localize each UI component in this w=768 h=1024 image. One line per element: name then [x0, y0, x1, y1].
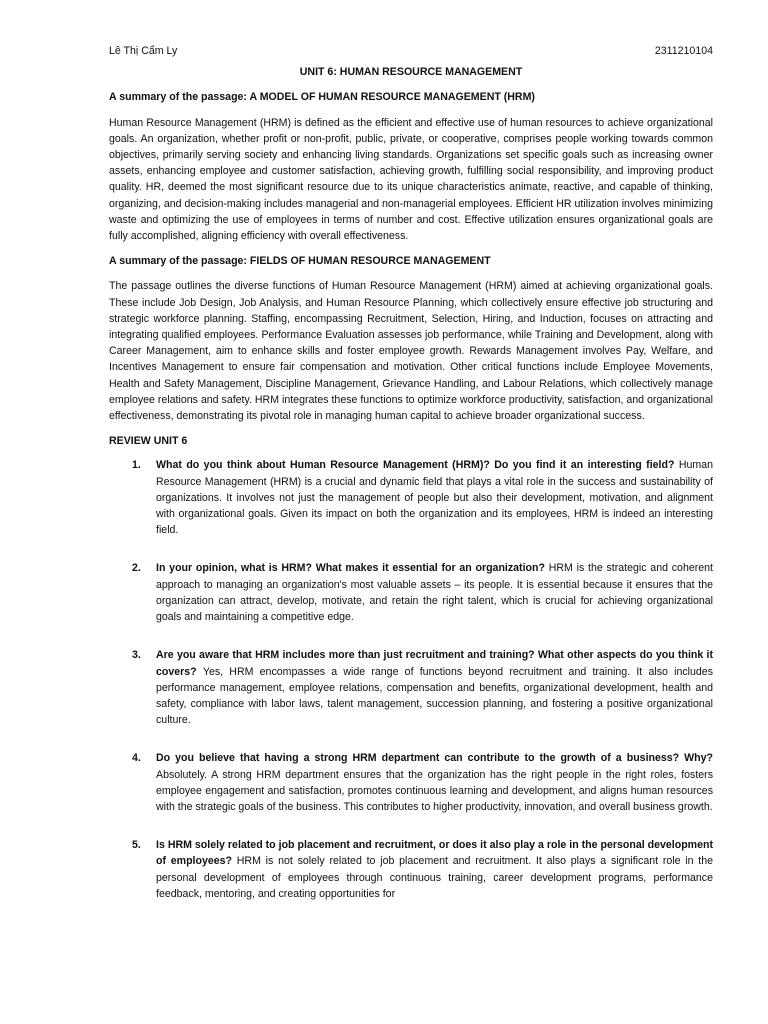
question-text: What do you think about Human Resource Management (HRM)? Do you find it an interesting field?	[156, 459, 679, 472]
question-text: Are you aware that HRM includes more than just recruitment and training? What other aspects do you think it covers?	[156, 649, 713, 678]
question-number: 2.	[132, 562, 141, 575]
question-number: 1.	[132, 459, 141, 472]
question-number: 3.	[132, 649, 141, 662]
answer-text: HRM is not solely related to job placement and recruitment. It also plays a significant role in the personal development of employees through continuous training, career development programs, performance feedback, mentoring, and creating opportunities for	[156, 855, 714, 900]
question-number: 5.	[132, 839, 141, 852]
review-question-list	[109, 457, 713, 901]
document-content	[109, 43, 713, 902]
review-question-item	[109, 457, 713, 538]
question-text: In your opinion, what is HRM? What makes it essential for an organization?	[156, 562, 549, 575]
answer-text: Yes, HRM encompasses a wide range of functions beyond recruitment and training. It also includes performance management, employee relations, compensation and benefits, organizational development, health and safety, compliance with labor laws, talent management, succession planning, and fostering a positive organizational culture.	[156, 665, 713, 727]
answer-text: Absolutely. A strong HRM department ensures that the organization has the right people in the right roles, fosters employee engagement and satisfaction, promotes continuous learning and development, and aligns human resources with the strategic goals of the business. This contributes to higher productivity, innovation, and overall business growth.	[156, 768, 713, 813]
answer-text: Human Resource Management (HRM) is a crucial and dynamic field that plays a vital role in the success and sustainability of organizations. It involves not just the management of people but also their development, motivation, and alignment with organizational goals. Given its impact on both the organization and its employees, HRM is indeed an interesting field.	[156, 459, 713, 537]
summary-section-hrm-fields	[109, 253, 713, 424]
review-question-item	[109, 837, 713, 902]
review-question-item	[109, 560, 713, 625]
section-heading: A summary of the passage: A MODEL OF HUMAN RESOURCE MANAGEMENT (HRM)	[109, 91, 535, 104]
section-heading: A summary of the passage: FIELDS OF HUMAN RESOURCE MANAGEMENT	[109, 255, 491, 268]
answer-text: HRM is the strategic and coherent approach to managing an organization's most valuable assets – its people. It is essential because it ensures that the organization can attract, develop, motivate, and retain the right talent, which is crucial for achieving organizational goals and maintaining a competitive edge.	[156, 562, 713, 624]
review-question-item	[109, 647, 713, 728]
summary-section-hrm-model	[109, 89, 713, 244]
student-id: 2311210104	[654, 45, 713, 57]
review-question-item	[109, 750, 713, 815]
page-header	[109, 43, 713, 59]
question-text: Is HRM solely related to job placement and recruitment, or does it also play a role in the personal development of employees?	[156, 839, 713, 868]
question-text: Do you believe that having a strong HRM department can contribute to the growth of a business? Why?	[156, 752, 713, 765]
review-heading: REVIEW UNIT 6	[109, 435, 188, 448]
section-paragraph: The passage outlines the diverse functions of Human Resource Management (HRM) aimed at achieving organizational goals. These include Job Design, Job Analysis, and Human Resource Planning, which collectively ensure effective job structuring and strategic workforce planning. Staffing, encompassing Recruitment, Selection, Hiring, and Induction, focuses on attracting and integrating qualified employees. Performance Evaluation assesses job performance, while Training and Development, along with Career Management, aim to enhance skills and foster employee growth. Rewards Management involves Pay, Welfare, and Incentives Management to ensure fair compensation and motivation. Other critical functions include Employee Movements, Health and Safety Management, Discipline Management, Grievance Handling, and Labour Relations, which collectively manage employee relations and safety. HRM integrates these functions to optimize workforce productivity, satisfaction, and organizational effectiveness, demonstrating its pivotal role in managing human capital to achieve broader organizational success.	[109, 280, 713, 423]
document-title: UNIT 6: HUMAN RESOURCE MANAGEMENT	[299, 66, 523, 79]
question-number: 4.	[132, 752, 141, 765]
author-name: Lê Thị Cẩm Ly	[109, 45, 178, 57]
section-paragraph: Human Resource Management (HRM) is defined as the efficient and effective use of human resources to achieve organizational goals. An organization, whether profit or non-profit, public, private, or cooperative, comprises people working towards common objectives, primarily serving society and enhancing living standards. Organizations set specific goals such as increasing owner assets, enhancing employee and customer satisfaction, achieving growth, fulfilling social responsibility, and improving product quality. HR, deemed the most significant resource due to its unique characteristics animate, reactive, and capable of thinking, organizing, and decision-making includes managerial and non-managerial employees. Efficient HR utilization involves minimizing waste and optimizing the use of employees in terms of number and cost. Effective utilization ensures organizational goals are fully accomplished, aligning efficiency with overall effectiveness.	[109, 116, 713, 243]
review-section	[109, 433, 713, 902]
